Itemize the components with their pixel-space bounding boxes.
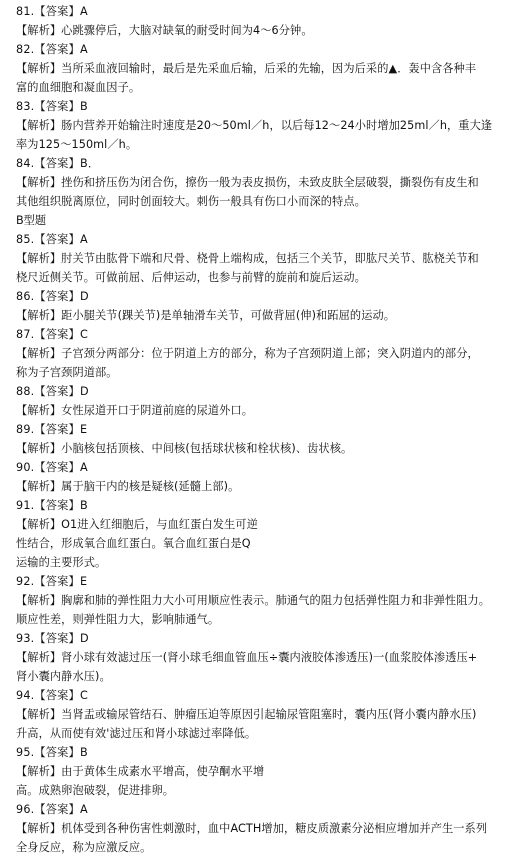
analysis-86: 【解析】距小腿关节(踝关节)是单轴滑车关节，可做背屈(伸)和跖屈的运动。 bbox=[16, 309, 396, 322]
answer-92: 92.【答案】E bbox=[16, 575, 88, 588]
analysis-96-line-1: 【解析】机体受到各种伤害性刺激时，血中ACTH增加，糖皮质激素分泌相应增加并产生一系列 bbox=[16, 822, 488, 835]
analysis-90: 【解析】属于脑干内的核是疑核(延髓上部)。 bbox=[16, 480, 240, 493]
answer-89: 89.【答案】E bbox=[16, 423, 88, 436]
analysis-83-line-1: 【解析】肠内营养开始输注时速度是20～50ml／h，以后每12～24小时增加25ml／h，重大逢 bbox=[16, 119, 493, 132]
answer-82: 82.【答案】A bbox=[16, 43, 88, 56]
analysis-91-line-2: 性结合，形成氧合血红蛋白。氧合血红蛋白是Q bbox=[16, 537, 251, 550]
analysis-91-line-1: 【解析】O1进入红细胞后，与血红蛋白发生可逆 bbox=[16, 518, 258, 531]
analysis-81: 【解析】心跳骤停后，大脑对缺氧的耐受时间为4～6分钟。 bbox=[16, 24, 313, 37]
answer-93: 93.【答案】D bbox=[16, 632, 89, 645]
analysis-85-line-1: 【解析】肘关节由肱骨下端和尺骨、桡骨上端构成，包括三个关节，即肱尺关节、肱桡关节和 bbox=[16, 252, 479, 265]
analysis-83-line-2: 率为125～150ml／h。 bbox=[16, 138, 138, 151]
analysis-89: 【解析】小脑核包括顶核、中间核(包括球状核和栓状核)、齿状核。 bbox=[16, 442, 353, 455]
analysis-84-line-1: 【解析】挫伤和挤压伤为闭合伤，擦伤一般为表皮损伤，未致皮肤全层破裂，撕裂伤有皮生和 bbox=[16, 176, 479, 189]
analysis-94-line-2: 升高，从而使有效'滤过压和肾小球滤过率降低。 bbox=[16, 727, 257, 740]
analysis-84-line-2: 其他组织脱离原位，同时创面较大。刺伤一般具有伤口小而深的特点。 bbox=[16, 195, 366, 208]
analysis-95-line-1: 【解析】由于黄体生成素水平增高，使孕酮水平增 bbox=[16, 765, 265, 778]
answer-94: 94.【答案】C bbox=[16, 689, 88, 702]
analysis-91-line-3: 运输的主要形式。 bbox=[16, 556, 107, 569]
answer-87: 87.【答案】C bbox=[16, 328, 88, 341]
analysis-82-line-2: 富的血细胞和凝血因子。 bbox=[16, 81, 141, 94]
analysis-87-line-1: 【解析】子宫颈分两部分：位于阴道上方的部分，称为子宫颈阴道上部；突入阴道内的部分， bbox=[16, 347, 479, 360]
analysis-96-line-2: 全身反应，称为应激反应。 bbox=[16, 841, 152, 854]
section-heading-b-type: B型题 bbox=[16, 214, 47, 227]
analysis-82-line-1: 【解析】当所采血液回输时，最后是先采血后输，后采的先输，因为后采的▲．轰中含各种丰 bbox=[16, 62, 477, 75]
answer-95: 95.【答案】B bbox=[16, 746, 88, 759]
answer-86: 86.【答案】D bbox=[16, 290, 89, 303]
analysis-88: 【解析】女性尿道开口于阴道前庭的尿道外口。 bbox=[16, 404, 254, 417]
answer-88: 88.【答案】D bbox=[16, 385, 89, 398]
analysis-85-line-2: 桡尺近侧关节。可做前屈、后伸运动，也参与前臂的旋前和旋后运动。 bbox=[16, 271, 366, 284]
analysis-93-line-1: 【解析】肾小球有效滤过压一(肾小球毛细血管血压÷囊内液胶体渗透压)一(血浆胶体渗透压+ bbox=[16, 651, 478, 664]
answer-84: 84.【答案】B． bbox=[16, 157, 100, 170]
analysis-94-line-1: 【解析】当肾盂或输尿管结石、肿瘤压迫等原因引起输尿管阻塞时，囊内压(肾小囊内静水压) bbox=[16, 708, 477, 721]
answer-91: 91.【答案】B bbox=[16, 499, 88, 512]
analysis-92-line-2: 顺应性差，则弹性阻力大，影响肺通气。 bbox=[16, 613, 220, 626]
analysis-95-line-2: 高。成熟卵泡破裂，促进排卵。 bbox=[16, 784, 175, 797]
answer-96: 96.【答案】A bbox=[16, 803, 88, 816]
analysis-87-line-2: 称为子宫颈阴道部。 bbox=[16, 366, 118, 379]
answer-81: 81.【答案】A bbox=[16, 5, 88, 18]
answer-90: 90.【答案】A bbox=[16, 461, 88, 474]
answer-83: 83.【答案】B bbox=[16, 100, 88, 113]
analysis-93-line-2: 肾小囊内静水压)。 bbox=[16, 670, 111, 683]
analysis-92-line-1: 【解析】胸廓和肺的弹性阻力大小可用顺应性表示。肺通气的阻力包括弹性阻力和非弹性阻力。 bbox=[16, 594, 491, 607]
answer-85: 85.【答案】A bbox=[16, 233, 88, 246]
